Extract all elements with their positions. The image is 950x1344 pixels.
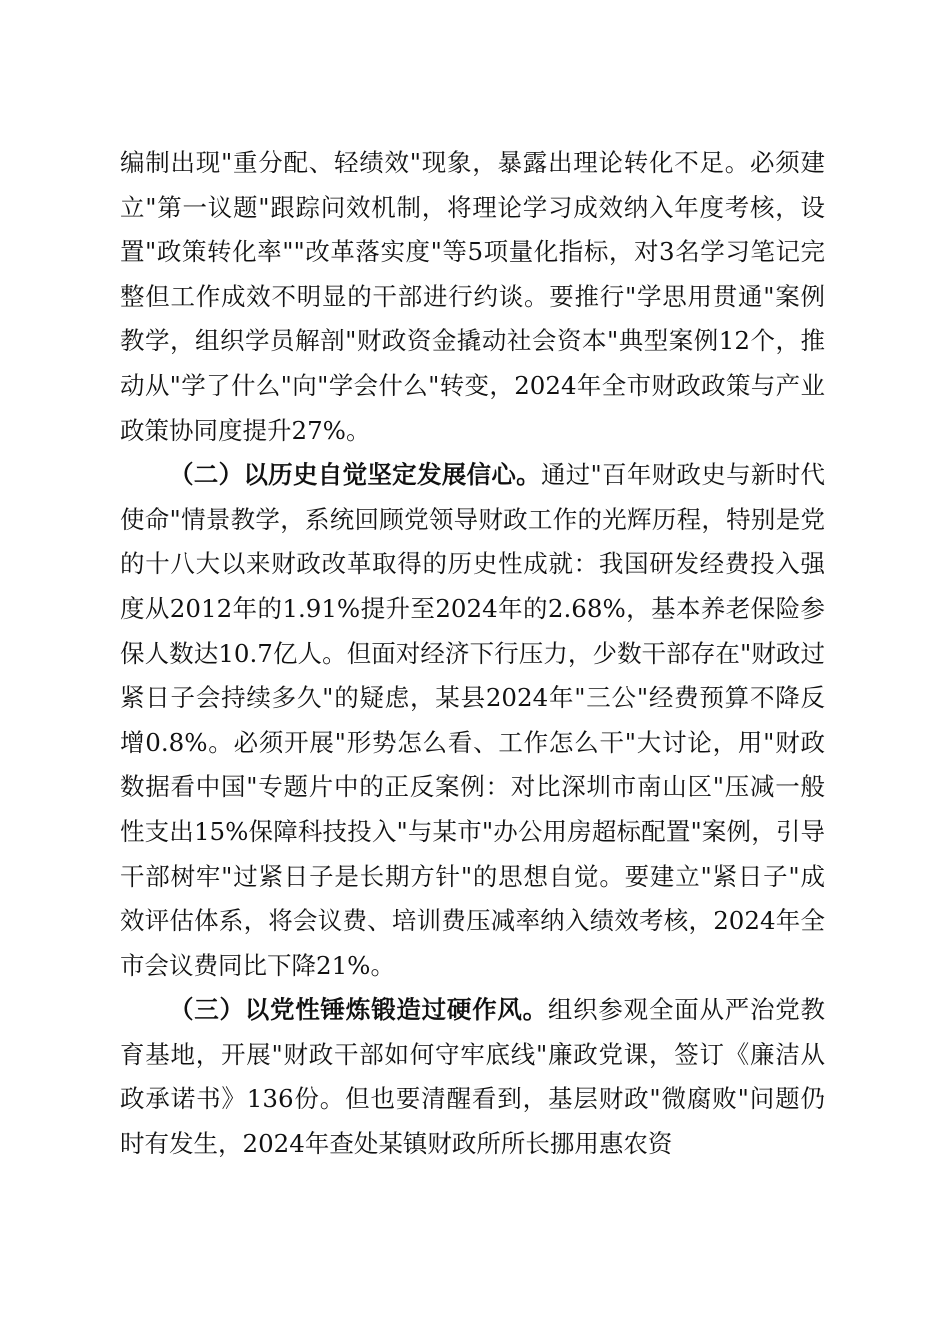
section-heading: （三）以党性锤炼锻造过硬作风。 bbox=[169, 995, 548, 1025]
paragraph-body: 通过"百年财政史与新时代使命"情景教学，系统回顾党领导财政工作的光辉历程，特别是党的十八大以来财政改革取得的历史性成就：我国研发经费投入强度从2012年的1.91%提升至2024年的2.68%，基本养老保险参保人数达10.7亿人。但面对经济下行压力，少数干部存在"财政过紧日子会持续多久"的疑虑，某县2024年"三公"经费预算不降反增0.8%。必须开展"形势怎么看、工作怎么干"大讨论，用"财政数据看中国"专题片中的正反案例：对比深圳市南山区"压减一般性支出15%保障科技投入"与某市"办公用房超标配置"案例，引导干部树牢"过紧日子是长期方针"的思想自觉。要建立"紧日子"成效评估体系，将会议费、培训费压减率纳入绩效考核，2024年全市会议费同比下降21%。 bbox=[120, 460, 825, 980]
paragraph-section-2 bbox=[120, 453, 825, 988]
document-page bbox=[120, 141, 825, 1167]
paragraph-body: 编制出现"重分配、轻绩效"现象，暴露出理论转化不足。必须建立"第一议题"跟踪问效机制，将理论学习成效纳入年度考核，设置"政策转化率""改革落实度"等5项量化指标，对3名学习笔记完整但工作成效不明显的干部进行约谈。要推行"学思用贯通"案例教学，组织学员解剖"财政资金撬动社会资本"典型案例12个，推动从"学了什么"向"学会什么"转变，2024年全市财政政策与产业政策协同度提升27%。 bbox=[120, 148, 825, 445]
paragraph-body: 组织参观全面从严治党教育基地，开展"财政干部如何守牢底线"廉政党课，签订《廉洁从政承诺书》136份。但也要清醒看到，基层财政"微腐败"问题仍时有发生，2024年查处某镇财政所所长挪用惠农资 bbox=[120, 995, 826, 1159]
paragraph-section-3 bbox=[120, 988, 825, 1166]
paragraph-continuation bbox=[120, 141, 825, 453]
section-heading: （二）以历史自觉坚定发展信心。 bbox=[169, 460, 541, 490]
